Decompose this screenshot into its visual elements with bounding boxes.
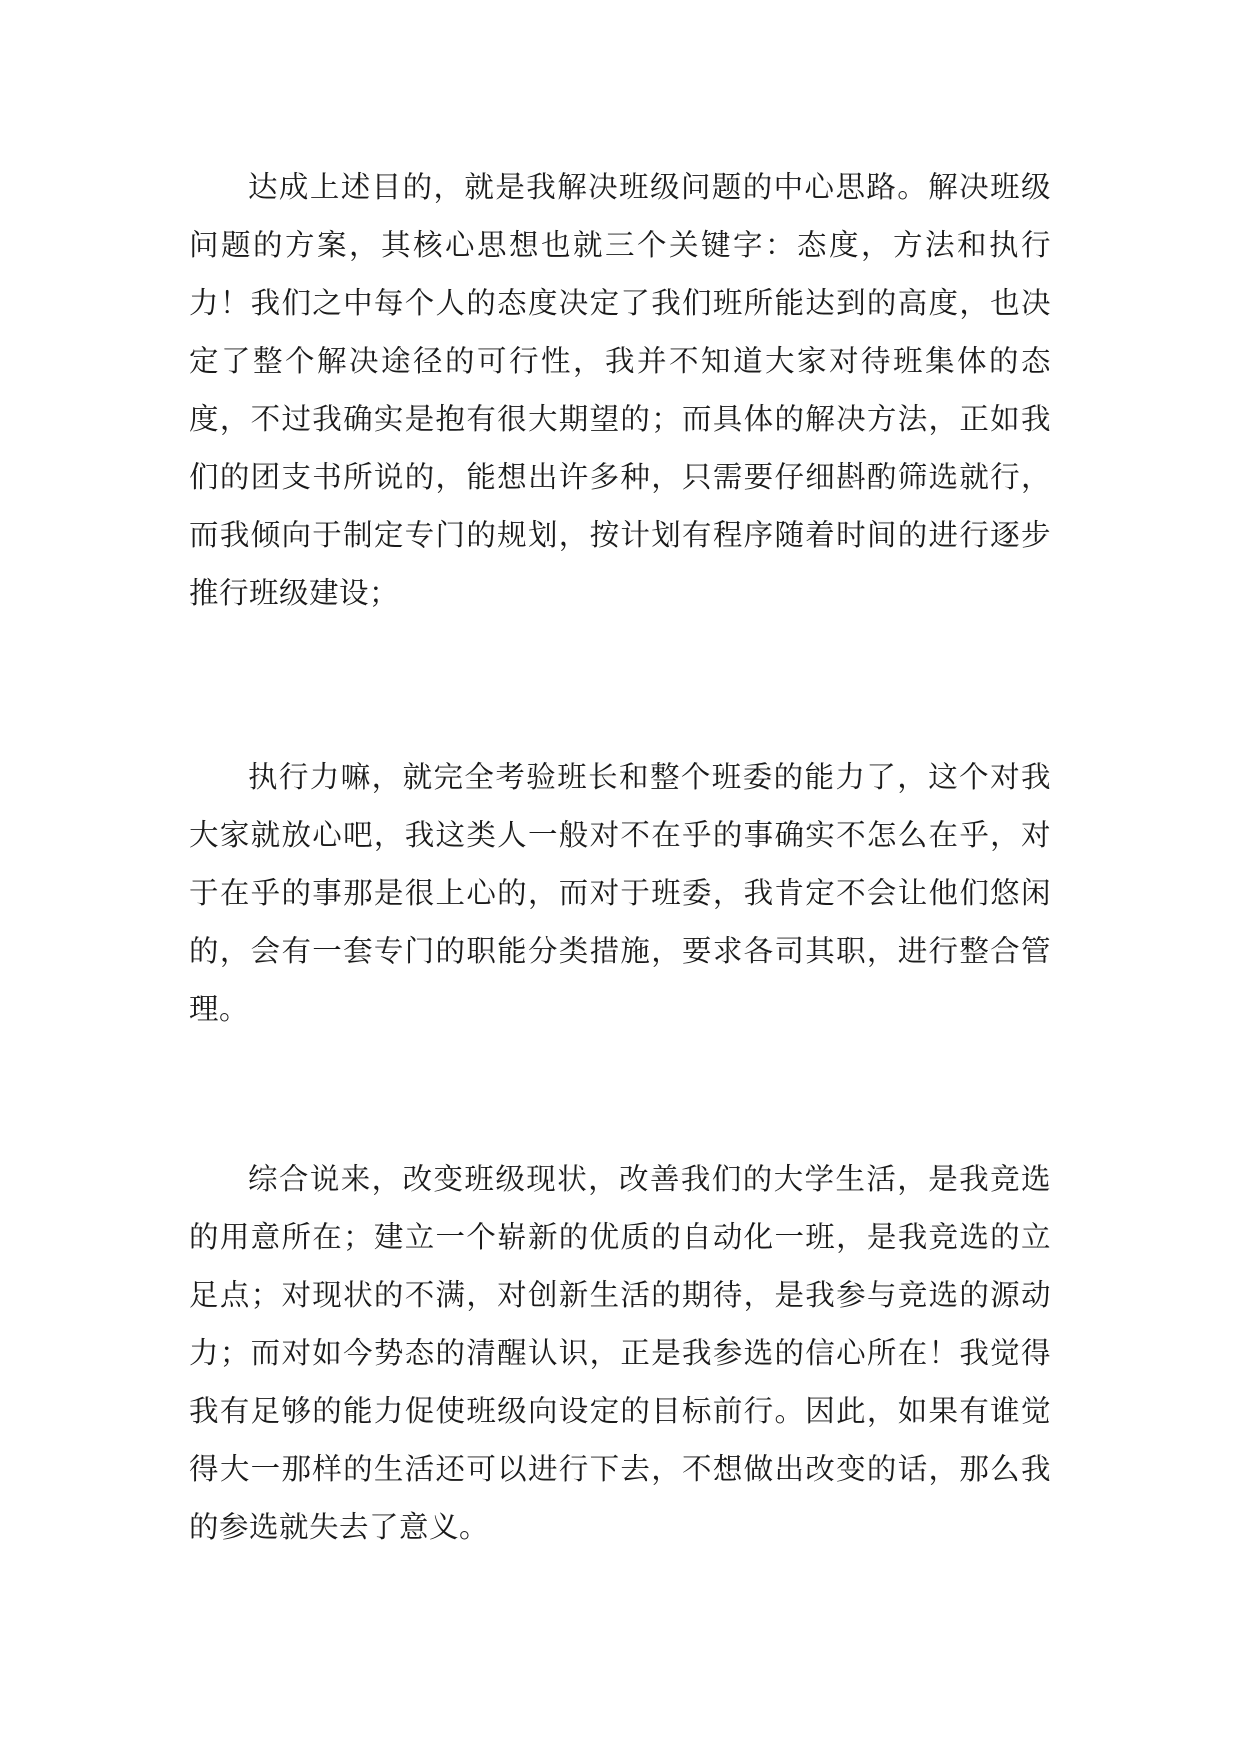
- paragraph-execution: 执行力嘛，就完全考验班长和整个班委的能力了，这个对我大家就放心吧，我这类人一般对不在乎的事确实不怎么在乎，对于在乎的事那是很上心的，而对于班委，我肯定不会让他们悠闲的，会有一套专门的职能分类措施，要求各司其职，进行整合管理。: [189, 760, 1051, 1026]
- paragraph-attitude-method: 达成上述目的，就是我解决班级问题的中心思路。解决班级问题的方案，其核心思想也就三个关键字：态度，方法和执行力！我们之中每个人的态度决定了我们班所能达到的高度，也决定了整个解决途径的可行性，我并不知道大家对待班集体的态度，不过我确实是抱有很大期望的；而具体的解决方法，正如我们的团支书所说的，能想出许多种，只需要仔细斟酌筛选就行，而我倾向于制定专门的规划，按计划有程序随着时间的进行逐步推行班级建设；: [189, 170, 1051, 610]
- paragraph-conclusion: 综合说来，改变班级现状，改善我们的大学生活，是我竞选的用意所在；建立一个崭新的优质的自动化一班，是我竞选的立足点；对现状的不满，对创新生活的期待，是我参与竞选的源动力；而对如今势态的清醒认识，正是我参选的信心所在！我觉得我有足够的能力促使班级向设定的目标前行。因此，如果有谁觉得大一那样的生活还可以进行下去，不想做出改变的话，那么我的参选就失去了意义。: [189, 1162, 1051, 1544]
